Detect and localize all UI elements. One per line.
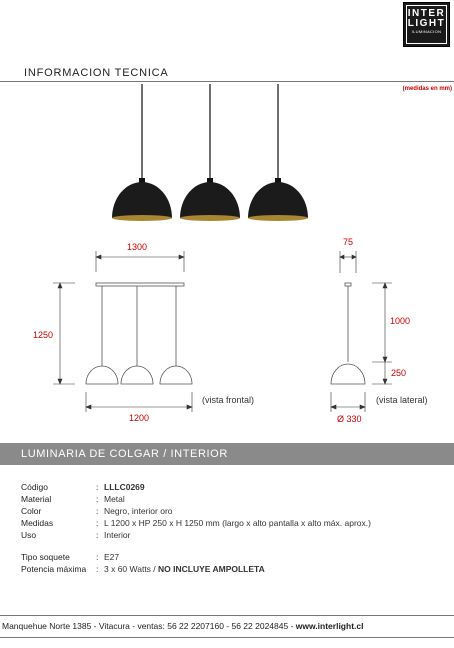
spec-row-use: Uso : Interior xyxy=(21,530,131,540)
dim-front-height: 1250 xyxy=(33,330,54,340)
spec-row-power: Potencia máxima : 3 x 60 Watts / NO INCLUYE AMPOLLETA xyxy=(21,564,265,574)
measure-note: (medidas en mm) xyxy=(402,86,452,92)
front-dimensions xyxy=(53,251,192,412)
spec-key: Uso xyxy=(21,530,37,540)
power-value: 3 x 60 Watts / xyxy=(104,564,159,574)
front-view-label: (vista frontal) xyxy=(202,395,255,405)
spec-key: Potencia máxima xyxy=(21,564,87,574)
dim-front-width-top: 1300 xyxy=(127,242,148,252)
dome-lamp-1 xyxy=(112,178,172,221)
spec-value: Interior xyxy=(104,530,131,540)
dim-side-width-top: 75 xyxy=(343,237,354,247)
dim-side-shade-height: 250 xyxy=(391,368,407,378)
side-view-label: (vista lateral) xyxy=(376,395,428,405)
spec-row-color: Color : Negro, interior oro xyxy=(21,506,173,516)
dim-front-width-bottom: 1200 xyxy=(129,413,150,423)
footer-address: Manquehue Norte 1385 - Vitacura - ventas: 56 22 2207160 - 56 22 2024845 - xyxy=(2,621,296,631)
spec-row-dimensions: Medidas : L 1200 x HP 250 x H 1250 mm (largo x alto pantalla x alto máx. aprox.) xyxy=(21,518,371,528)
logo-line-1: INTER xyxy=(407,8,446,19)
side-dimensions xyxy=(331,251,392,412)
section-title: INFORMACION TECNICA xyxy=(24,67,169,79)
spec-value: E27 xyxy=(104,552,120,562)
spec-value: Metal xyxy=(104,494,125,504)
spec-value: LLLC0269 xyxy=(104,482,145,492)
spec-row-material: Material : Metal xyxy=(21,494,125,504)
dim-side-diameter: Ø 330 xyxy=(337,414,362,424)
spec-list xyxy=(21,481,371,575)
spec-value: Negro, interior oro xyxy=(104,506,173,516)
footer-divider xyxy=(0,615,454,616)
spec-row-code: Código : LLLC0269 xyxy=(21,482,145,492)
logo-line-2: LIGHT xyxy=(407,18,446,29)
spec-key: Color xyxy=(21,506,42,516)
footer-contact xyxy=(2,621,454,631)
side-view xyxy=(331,283,365,384)
footer-website-link[interactable]: www.interlight.cl xyxy=(295,621,364,631)
front-view xyxy=(86,283,192,384)
spec-key: Material xyxy=(21,494,52,504)
dome-lamp-3 xyxy=(248,178,308,221)
spec-value xyxy=(104,563,265,575)
spec-value: L 1200 x HP 250 x H 1250 mm (largo x alto pantalla x alto máx. aprox.) xyxy=(104,518,371,528)
dim-side-cable: 1000 xyxy=(390,316,411,326)
spec-key: Tipo soquete xyxy=(21,552,70,562)
product-category: LUMINARIA DE COLGAR / INTERIOR xyxy=(21,448,228,460)
spec-key: Código xyxy=(21,482,48,492)
product-category-band xyxy=(0,443,454,465)
dome-lamp-2 xyxy=(180,178,240,221)
power-note: NO INCLUYE AMPOLLETA xyxy=(158,564,265,574)
footer-bottom-divider xyxy=(0,637,454,638)
spec-key: Medidas xyxy=(21,518,54,528)
logo-line-3: ILUMINACION xyxy=(411,29,442,34)
spec-row-socket: Tipo soquete : E27 xyxy=(21,552,120,562)
